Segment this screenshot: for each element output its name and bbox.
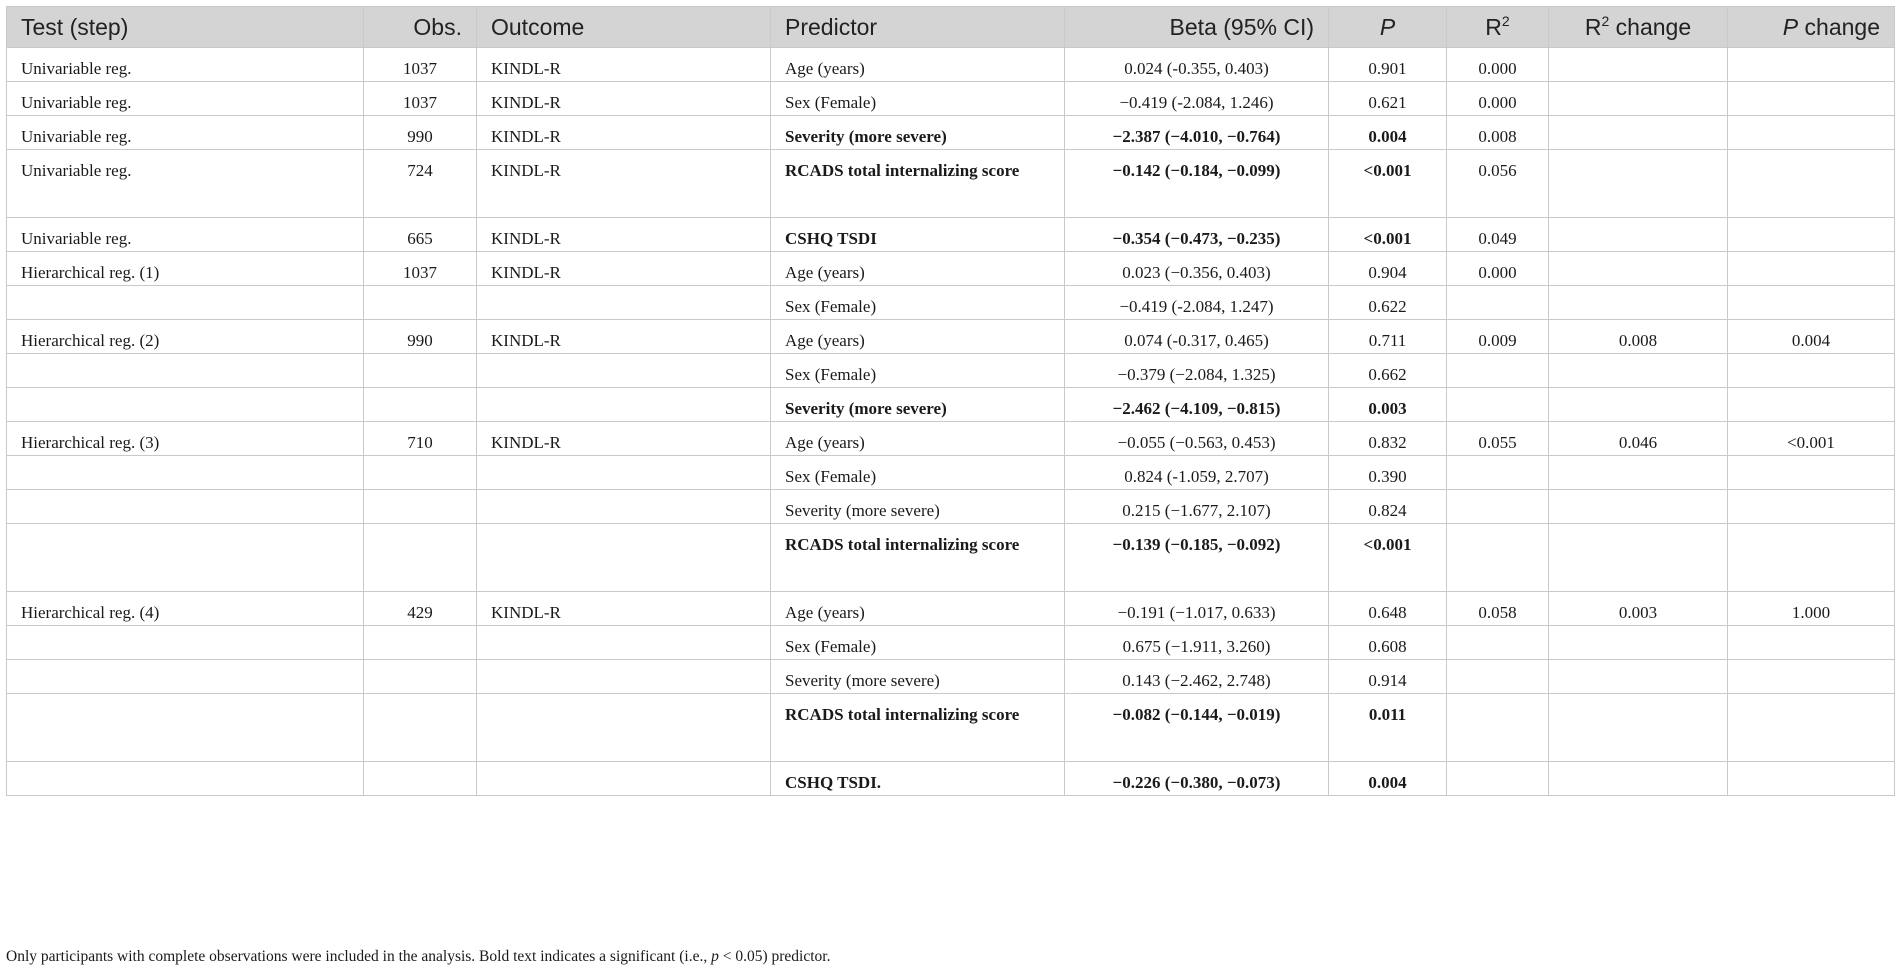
cell-r2-change	[1549, 48, 1728, 82]
table-footnote	[6, 948, 830, 966]
cell-beta-ci: −0.419 (-2.084, 1.247)	[1065, 286, 1329, 320]
table-row	[7, 592, 1895, 626]
cell-beta-ci: −0.379 (−2.084, 1.325)	[1065, 354, 1329, 388]
cell-outcome: KINDL-R	[477, 592, 771, 626]
cell-r2	[1447, 456, 1549, 490]
cell-p: 0.824	[1329, 490, 1447, 524]
table-row	[7, 150, 1895, 218]
cell-predictor: CSHQ TSDI	[771, 218, 1065, 252]
cell-test-step	[7, 490, 364, 524]
cell-p: 0.648	[1329, 592, 1447, 626]
cell-beta-ci: −0.419 (-2.084, 1.246)	[1065, 82, 1329, 116]
cell-beta-ci: 0.215 (−1.677, 2.107)	[1065, 490, 1329, 524]
cell-p: 0.904	[1329, 252, 1447, 286]
cell-predictor: CSHQ TSDI.	[771, 762, 1065, 796]
cell-obs	[364, 490, 477, 524]
cell-predictor: Sex (Female)	[771, 354, 1065, 388]
header-p	[1329, 7, 1447, 48]
cell-r2-change	[1549, 354, 1728, 388]
cell-test-step: Univariable reg.	[7, 150, 364, 218]
cell-predictor: Sex (Female)	[771, 286, 1065, 320]
cell-r2	[1447, 354, 1549, 388]
cell-test-step	[7, 762, 364, 796]
cell-outcome: KINDL-R	[477, 82, 771, 116]
table-row	[7, 82, 1895, 116]
cell-beta-ci: 0.824 (-1.059, 2.707)	[1065, 456, 1329, 490]
cell-beta-ci: −2.387 (−4.010, −0.764)	[1065, 116, 1329, 150]
header-pchange-p: P	[1782, 13, 1799, 40]
cell-p-change	[1728, 48, 1895, 82]
cell-r2	[1447, 660, 1549, 694]
cell-beta-ci: −0.055 (−0.563, 0.453)	[1065, 422, 1329, 456]
cell-outcome	[477, 388, 771, 422]
footnote-text-1: Only participants with complete observations were included in the analysis. Bold text indicates a significant (i.e.,	[6, 948, 712, 965]
header-beta-ci: Beta (95% CI)	[1065, 7, 1329, 48]
header-obs: Obs.	[364, 7, 477, 48]
table-row	[7, 456, 1895, 490]
cell-p: <0.001	[1329, 524, 1447, 592]
cell-obs: 990	[364, 116, 477, 150]
cell-test-step	[7, 626, 364, 660]
cell-obs	[364, 456, 477, 490]
cell-beta-ci: −0.354 (−0.473, −0.235)	[1065, 218, 1329, 252]
cell-test-step: Hierarchical reg. (2)	[7, 320, 364, 354]
cell-r2: 0.000	[1447, 82, 1549, 116]
table-row	[7, 422, 1895, 456]
cell-p-change	[1728, 490, 1895, 524]
cell-predictor: Sex (Female)	[771, 626, 1065, 660]
table-row	[7, 626, 1895, 660]
cell-obs	[364, 524, 477, 592]
cell-r2-change: 0.008	[1549, 320, 1728, 354]
footnote-p-symbol: p	[711, 948, 719, 965]
cell-p: 0.390	[1329, 456, 1447, 490]
cell-outcome: KINDL-R	[477, 116, 771, 150]
cell-predictor: Age (years)	[771, 48, 1065, 82]
cell-obs: 990	[364, 320, 477, 354]
cell-p: 0.662	[1329, 354, 1447, 388]
cell-outcome	[477, 490, 771, 524]
cell-outcome	[477, 524, 771, 592]
header-p-label: P	[1379, 13, 1396, 40]
cell-p-change	[1728, 286, 1895, 320]
cell-predictor: Severity (more severe)	[771, 116, 1065, 150]
cell-p: 0.914	[1329, 660, 1447, 694]
cell-p-change	[1728, 626, 1895, 660]
cell-obs: 1037	[364, 252, 477, 286]
cell-obs	[364, 354, 477, 388]
table-row	[7, 388, 1895, 422]
cell-obs: 665	[364, 218, 477, 252]
cell-r2	[1447, 524, 1549, 592]
cell-outcome: KINDL-R	[477, 218, 771, 252]
header-r2change-sup: 2	[1601, 12, 1610, 29]
cell-p-change	[1728, 150, 1895, 218]
cell-r2	[1447, 694, 1549, 762]
header-test-step: Test (step)	[7, 7, 364, 48]
cell-test-step	[7, 694, 364, 762]
cell-beta-ci: −0.142 (−0.184, −0.099)	[1065, 150, 1329, 218]
cell-r2-change	[1549, 524, 1728, 592]
cell-beta-ci: −0.226 (−0.380, −0.073)	[1065, 762, 1329, 796]
header-p-change	[1728, 7, 1895, 48]
table-row	[7, 490, 1895, 524]
cell-p-change	[1728, 218, 1895, 252]
cell-r2-change	[1549, 660, 1728, 694]
header-r2-base: R	[1485, 13, 1502, 40]
cell-r2: 0.000	[1447, 252, 1549, 286]
cell-r2	[1447, 490, 1549, 524]
table-row	[7, 694, 1895, 762]
table-row	[7, 48, 1895, 82]
cell-test-step: Hierarchical reg. (3)	[7, 422, 364, 456]
cell-r2	[1447, 762, 1549, 796]
cell-p: <0.001	[1329, 218, 1447, 252]
cell-p: 0.621	[1329, 82, 1447, 116]
cell-p: 0.004	[1329, 762, 1447, 796]
cell-p: 0.832	[1329, 422, 1447, 456]
cell-outcome: KINDL-R	[477, 48, 771, 82]
cell-r2-change	[1549, 762, 1728, 796]
footnote-text-2: < 0.05) predictor.	[718, 948, 831, 965]
table-row	[7, 660, 1895, 694]
cell-predictor: RCADS total internalizing score	[771, 524, 1065, 592]
cell-outcome	[477, 660, 771, 694]
cell-p-change	[1728, 252, 1895, 286]
cell-beta-ci: 0.024 (-0.355, 0.403)	[1065, 48, 1329, 82]
cell-p: 0.622	[1329, 286, 1447, 320]
cell-r2: 0.056	[1447, 150, 1549, 218]
table-body	[7, 48, 1895, 796]
cell-p-change	[1728, 694, 1895, 762]
cell-r2	[1447, 626, 1549, 660]
cell-predictor: Severity (more severe)	[771, 660, 1065, 694]
cell-predictor: RCADS total internalizing score	[771, 150, 1065, 218]
cell-r2-change	[1549, 388, 1728, 422]
cell-outcome	[477, 354, 771, 388]
cell-test-step	[7, 524, 364, 592]
cell-r2: 0.008	[1447, 116, 1549, 150]
cell-r2-change: 0.046	[1549, 422, 1728, 456]
cell-r2	[1447, 388, 1549, 422]
cell-r2-change	[1549, 252, 1728, 286]
cell-test-step: Univariable reg.	[7, 218, 364, 252]
cell-r2-change	[1549, 286, 1728, 320]
cell-p-change	[1728, 116, 1895, 150]
header-row	[7, 7, 1895, 48]
header-r2-change	[1549, 7, 1728, 48]
cell-predictor: Age (years)	[771, 252, 1065, 286]
cell-p-change: 1.000	[1728, 592, 1895, 626]
cell-outcome	[477, 456, 771, 490]
cell-obs: 1037	[364, 48, 477, 82]
cell-beta-ci: −0.191 (−1.017, 0.633)	[1065, 592, 1329, 626]
cell-test-step: Hierarchical reg. (4)	[7, 592, 364, 626]
cell-predictor: Severity (more severe)	[771, 490, 1065, 524]
cell-p: 0.711	[1329, 320, 1447, 354]
cell-obs	[364, 626, 477, 660]
cell-predictor: Age (years)	[771, 592, 1065, 626]
cell-r2-change	[1549, 116, 1728, 150]
cell-p-change	[1728, 82, 1895, 116]
cell-test-step: Hierarchical reg. (1)	[7, 252, 364, 286]
cell-beta-ci: −2.462 (−4.109, −0.815)	[1065, 388, 1329, 422]
cell-predictor: Sex (Female)	[771, 82, 1065, 116]
cell-obs	[364, 286, 477, 320]
cell-test-step: Univariable reg.	[7, 116, 364, 150]
regression-table-container	[6, 6, 1894, 796]
cell-test-step	[7, 388, 364, 422]
cell-p-change	[1728, 524, 1895, 592]
cell-outcome	[477, 626, 771, 660]
cell-test-step	[7, 354, 364, 388]
cell-outcome	[477, 694, 771, 762]
cell-test-step	[7, 660, 364, 694]
cell-r2	[1447, 286, 1549, 320]
cell-r2: 0.058	[1447, 592, 1549, 626]
cell-p-change	[1728, 354, 1895, 388]
cell-r2: 0.009	[1447, 320, 1549, 354]
header-predictor: Predictor	[771, 7, 1065, 48]
table-row	[7, 524, 1895, 592]
cell-predictor: Age (years)	[771, 320, 1065, 354]
cell-outcome: KINDL-R	[477, 422, 771, 456]
cell-obs	[364, 694, 477, 762]
cell-obs: 429	[364, 592, 477, 626]
cell-r2: 0.000	[1447, 48, 1549, 82]
cell-test-step: Univariable reg.	[7, 82, 364, 116]
cell-r2-change	[1549, 694, 1728, 762]
cell-obs: 1037	[364, 82, 477, 116]
cell-predictor: Sex (Female)	[771, 456, 1065, 490]
table-header	[7, 7, 1895, 48]
cell-test-step	[7, 456, 364, 490]
cell-r2: 0.055	[1447, 422, 1549, 456]
cell-beta-ci: −0.082 (−0.144, −0.019)	[1065, 694, 1329, 762]
cell-r2: 0.049	[1447, 218, 1549, 252]
cell-obs: 724	[364, 150, 477, 218]
cell-test-step: Univariable reg.	[7, 48, 364, 82]
cell-obs	[364, 660, 477, 694]
cell-r2-change	[1549, 82, 1728, 116]
cell-p-change	[1728, 388, 1895, 422]
cell-p-change: <0.001	[1728, 422, 1895, 456]
regression-table	[6, 6, 1895, 796]
cell-p: <0.001	[1329, 150, 1447, 218]
cell-r2-change	[1549, 626, 1728, 660]
cell-p: 0.608	[1329, 626, 1447, 660]
cell-outcome: KINDL-R	[477, 150, 771, 218]
cell-r2-change	[1549, 456, 1728, 490]
header-r2change-base: R	[1584, 13, 1602, 40]
cell-predictor: RCADS total internalizing score	[771, 694, 1065, 762]
cell-p-change	[1728, 660, 1895, 694]
table-row	[7, 218, 1895, 252]
cell-r2-change	[1549, 150, 1728, 218]
cell-beta-ci: 0.675 (−1.911, 3.260)	[1065, 626, 1329, 660]
cell-p-change	[1728, 762, 1895, 796]
cell-beta-ci: 0.074 (-0.317, 0.465)	[1065, 320, 1329, 354]
cell-beta-ci: 0.023 (−0.356, 0.403)	[1065, 252, 1329, 286]
table-row	[7, 252, 1895, 286]
cell-outcome	[477, 762, 771, 796]
header-outcome: Outcome	[477, 7, 771, 48]
table-row	[7, 116, 1895, 150]
table-row	[7, 320, 1895, 354]
cell-p: 0.004	[1329, 116, 1447, 150]
cell-predictor: Severity (more severe)	[771, 388, 1065, 422]
cell-p: 0.901	[1329, 48, 1447, 82]
cell-test-step	[7, 286, 364, 320]
cell-outcome: KINDL-R	[477, 320, 771, 354]
cell-r2-change: 0.003	[1549, 592, 1728, 626]
cell-obs	[364, 762, 477, 796]
cell-predictor: Age (years)	[771, 422, 1065, 456]
cell-obs: 710	[364, 422, 477, 456]
table-row	[7, 286, 1895, 320]
cell-beta-ci: 0.143 (−2.462, 2.748)	[1065, 660, 1329, 694]
header-r2	[1447, 7, 1549, 48]
header-r2change-tail: change	[1609, 13, 1692, 40]
table-row	[7, 354, 1895, 388]
cell-beta-ci: −0.139 (−0.185, −0.092)	[1065, 524, 1329, 592]
cell-outcome	[477, 286, 771, 320]
cell-r2-change	[1549, 490, 1728, 524]
cell-r2-change	[1549, 218, 1728, 252]
cell-p-change: 0.004	[1728, 320, 1895, 354]
table-row	[7, 762, 1895, 796]
header-pchange-tail: change	[1798, 13, 1880, 40]
cell-obs	[364, 388, 477, 422]
cell-p: 0.003	[1329, 388, 1447, 422]
cell-outcome: KINDL-R	[477, 252, 771, 286]
cell-p: 0.011	[1329, 694, 1447, 762]
cell-p-change	[1728, 456, 1895, 490]
header-r2-sup: 2	[1501, 12, 1510, 29]
